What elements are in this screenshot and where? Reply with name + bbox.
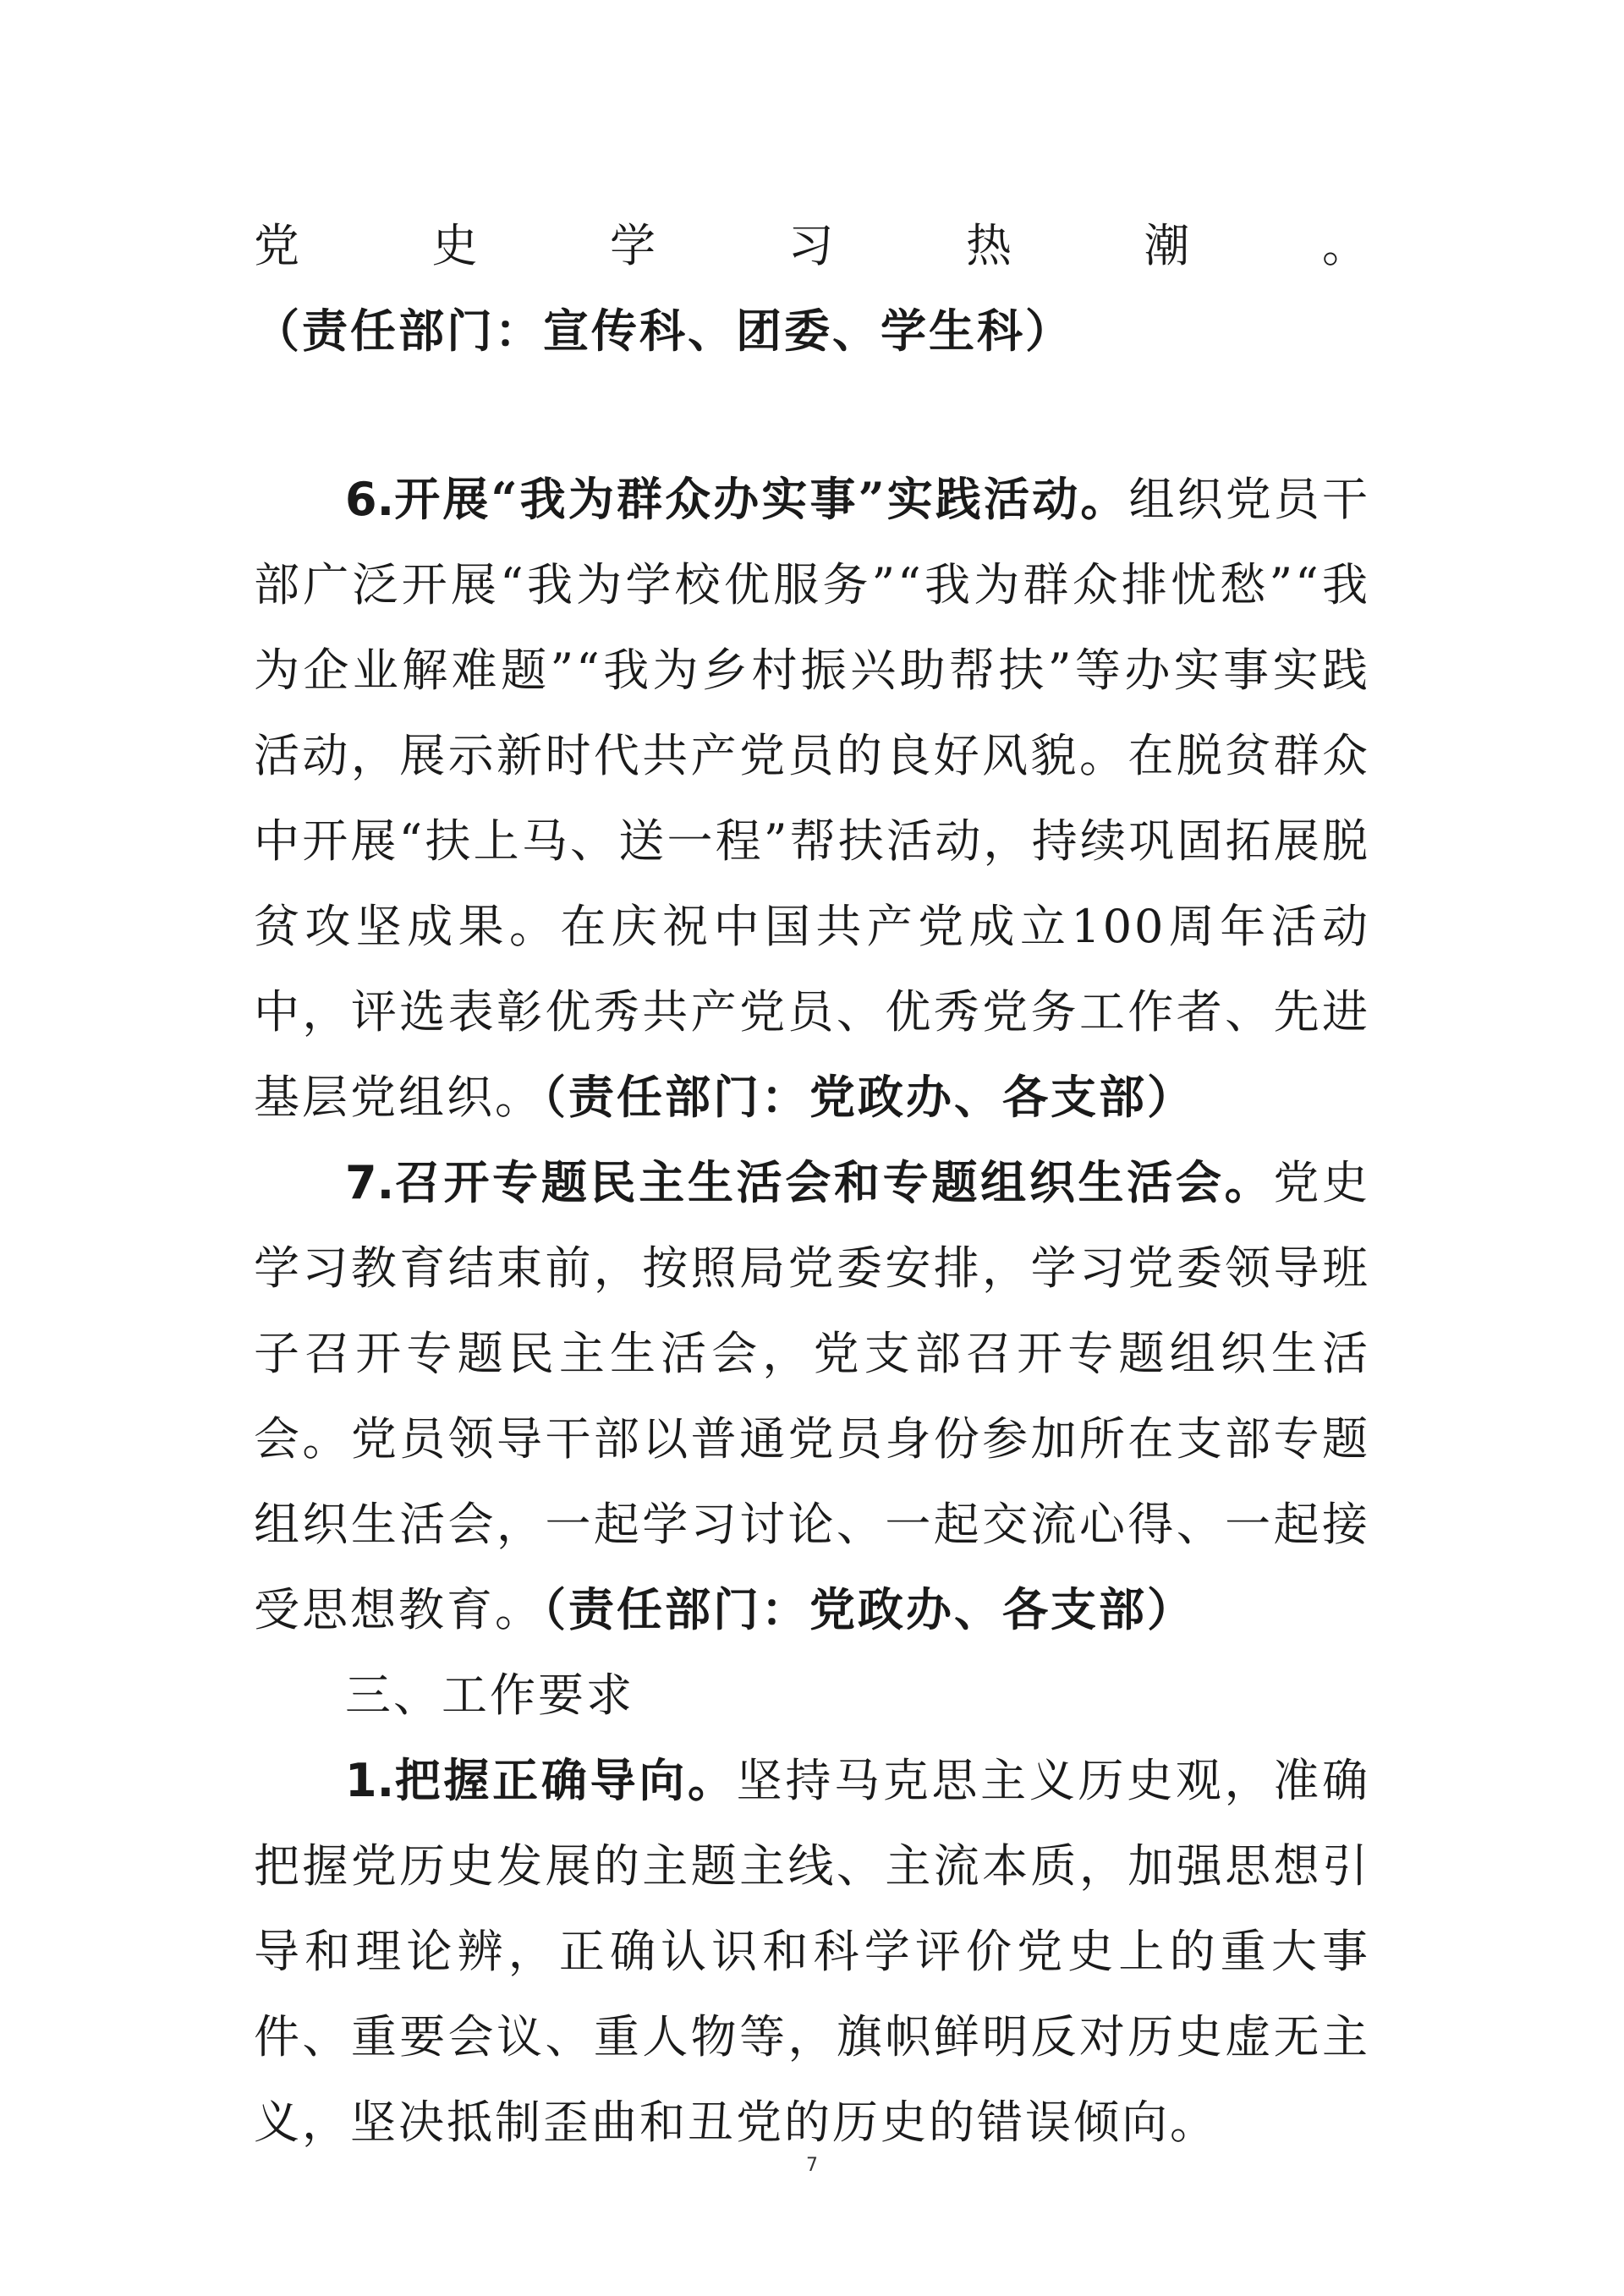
responsible-department: （责任部门：党政办、各支部） (543, 1070, 1195, 1124)
document-body (254, 203, 1370, 2165)
item-title: 召开专题民主生活会和专题组织生活会。 (394, 1155, 1274, 1209)
page-number: 7 (806, 2155, 818, 2176)
paragraph-text: 坚持马克思主义历史观，准确把握党历史发展的主题主线、主流本质，加强思想引导和理论辨，正确认识和科学评价党史上的重大事件、重要会议、重人物等，旗帜鲜明反对历史虚无主义，坚决抵制歪曲和丑党的历史的错误倾向。 (254, 1754, 1370, 2149)
paragraph-requirement-1 (254, 1738, 1370, 2165)
paragraph-text: 党史学习热潮。 (254, 219, 1370, 272)
paragraph-item-6 (254, 457, 1370, 1140)
item-number: 6. (345, 473, 395, 526)
paragraph-text: 组织党员干部广泛开展“我为学校优服务”“我为群众排忧愁”“我为企业解难题”“我为乡村振兴助帮扶”等办实事实践活动，展示新时代共产党员的良好风貌。在脱贫群众中开展“扶上马、送一程”帮扶活动，持续巩固拓展脱贫攻坚成果。在庆祝中国共产党成立100周年活动中，评选表彰优秀共产党员、优秀党务工作者、先进基层党组织。 (254, 473, 1370, 1124)
paragraph-item-7 (254, 1140, 1370, 1652)
item-title: 把握正确导向。 (394, 1753, 737, 1807)
paragraph-continuation (254, 203, 1370, 374)
paragraph-text: 党史学习教育结束前，按照局党委安排，学习党委领导班子召开专题民主生活会，党支部召开专题组织生活会。党员领导干部以普通党员身份参加所在支部专题组织生活会，一起学习讨论、一起交流心得、一起接受思想教育。 (254, 1156, 1371, 1636)
section-heading: 三、工作要求 (345, 1669, 634, 1722)
item-number: 7. (345, 1156, 395, 1209)
responsible-department: （责任部门：宣传科、团委、学生科） (254, 304, 1073, 358)
item-title: 开展“我为群众办实事”实践活动。 (394, 472, 1129, 526)
responsible-department: （责任部门：党政办、各支部） (543, 1582, 1195, 1636)
item-number: 1. (345, 1754, 395, 1807)
